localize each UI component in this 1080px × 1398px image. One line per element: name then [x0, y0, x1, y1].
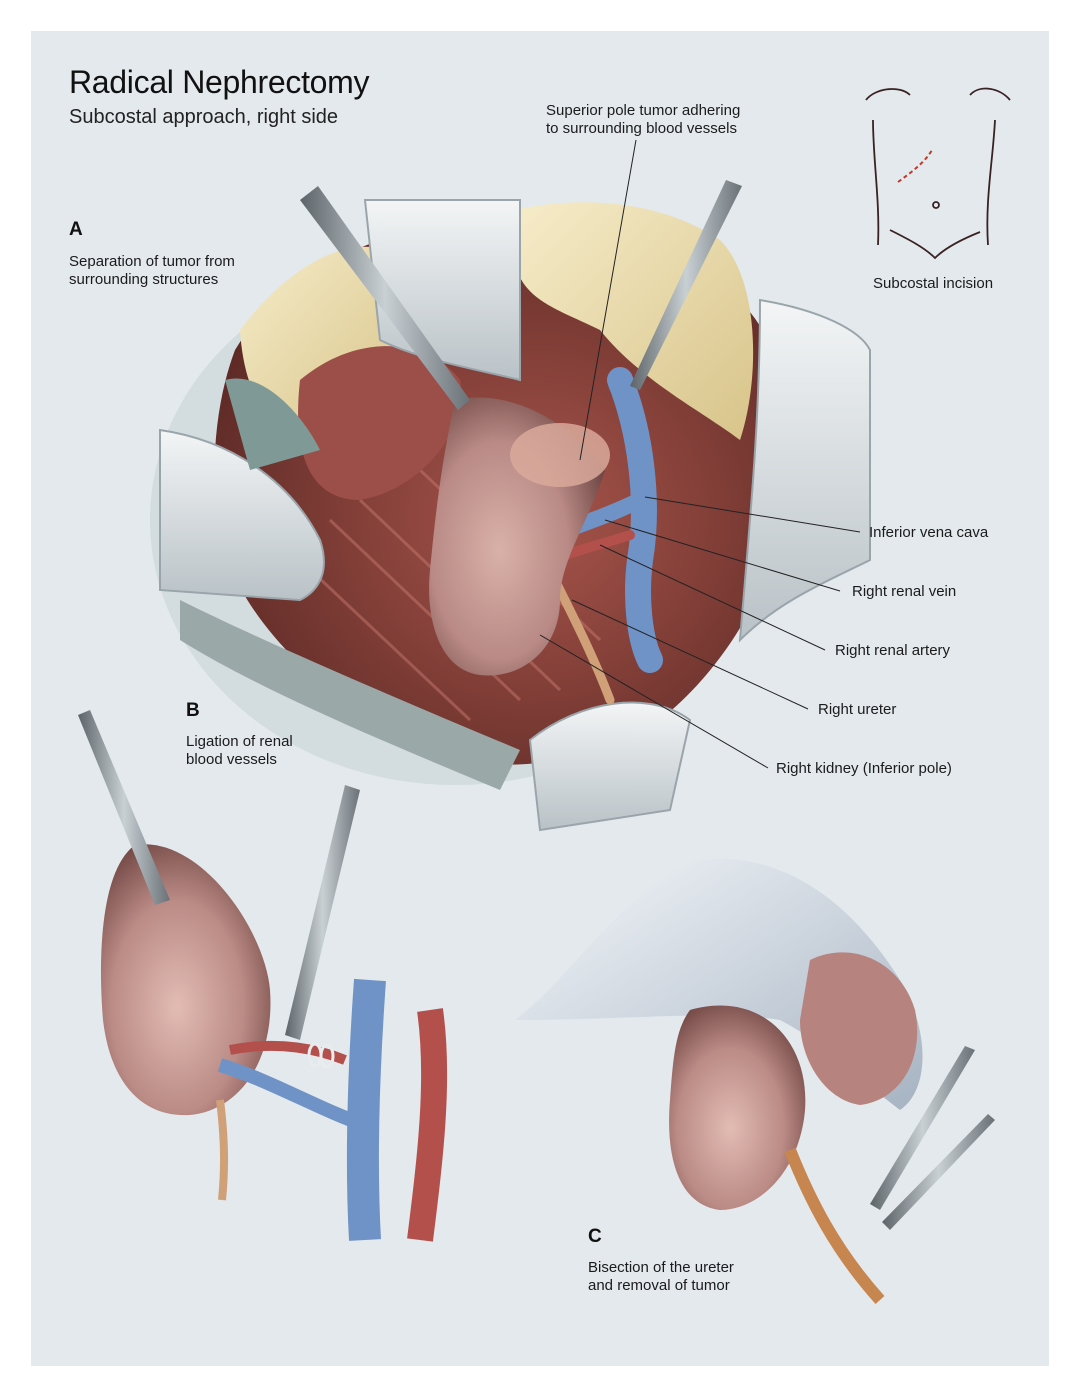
- section-c-letter: C: [588, 1226, 602, 1247]
- section-a-line-2: surrounding structures: [69, 271, 219, 288]
- section-c-line-1: Bisection of the ureter: [588, 1259, 734, 1276]
- torso-outline: [866, 89, 1010, 245]
- torso-inset: [866, 89, 1010, 258]
- retractor-right: [740, 300, 870, 640]
- clamp-b-right: [285, 785, 360, 1040]
- inset-label: Subcostal incision: [873, 275, 994, 292]
- callout-right-ureter: Right ureter: [818, 701, 897, 718]
- ureter-b: [220, 1100, 224, 1200]
- section-c-description: [588, 1259, 848, 1295]
- tumor-c: [800, 952, 917, 1105]
- vena-cava-b: [363, 980, 370, 1240]
- section-a-description: [69, 253, 329, 289]
- renal-vein-b: [220, 1065, 365, 1125]
- kidney-c: [669, 1006, 805, 1210]
- callout-tumor-line-2: to surrounding blood vessels: [546, 120, 737, 137]
- section-c-line-2: and removal of tumor: [588, 1277, 730, 1294]
- subcostal-incision-mark: [898, 150, 932, 182]
- ligation-panel: [78, 710, 434, 1240]
- callout-right-renal-artery: Right renal artery: [835, 642, 951, 659]
- section-b-letter: B: [186, 700, 200, 721]
- removal-panel: [515, 859, 995, 1300]
- callout-inferior-vena-cava: Inferior vena cava: [869, 524, 989, 541]
- section-a-letter: A: [69, 219, 83, 240]
- torso-ribs: [890, 230, 980, 258]
- page-title: Radical Nephrectomy: [69, 64, 370, 100]
- aorta-b: [420, 1010, 434, 1240]
- callout-right-renal-vein: Right renal vein: [852, 583, 957, 600]
- section-a-line-1: Separation of tumor from: [69, 253, 235, 270]
- callout-tumor-line-1: Superior pole tumor adhering: [546, 102, 741, 119]
- superior-pole-tumor: [510, 423, 610, 487]
- section-b-line-2: blood vessels: [186, 751, 277, 768]
- torso-navel: [933, 202, 939, 208]
- section-b-line-1: Ligation of renal: [186, 733, 293, 750]
- page-subtitle: Subcostal approach, right side: [69, 106, 339, 128]
- section-b-description: [186, 733, 446, 769]
- callout-tumor: [546, 102, 846, 138]
- callout-right-kidney: Right kidney (Inferior pole): [776, 760, 952, 777]
